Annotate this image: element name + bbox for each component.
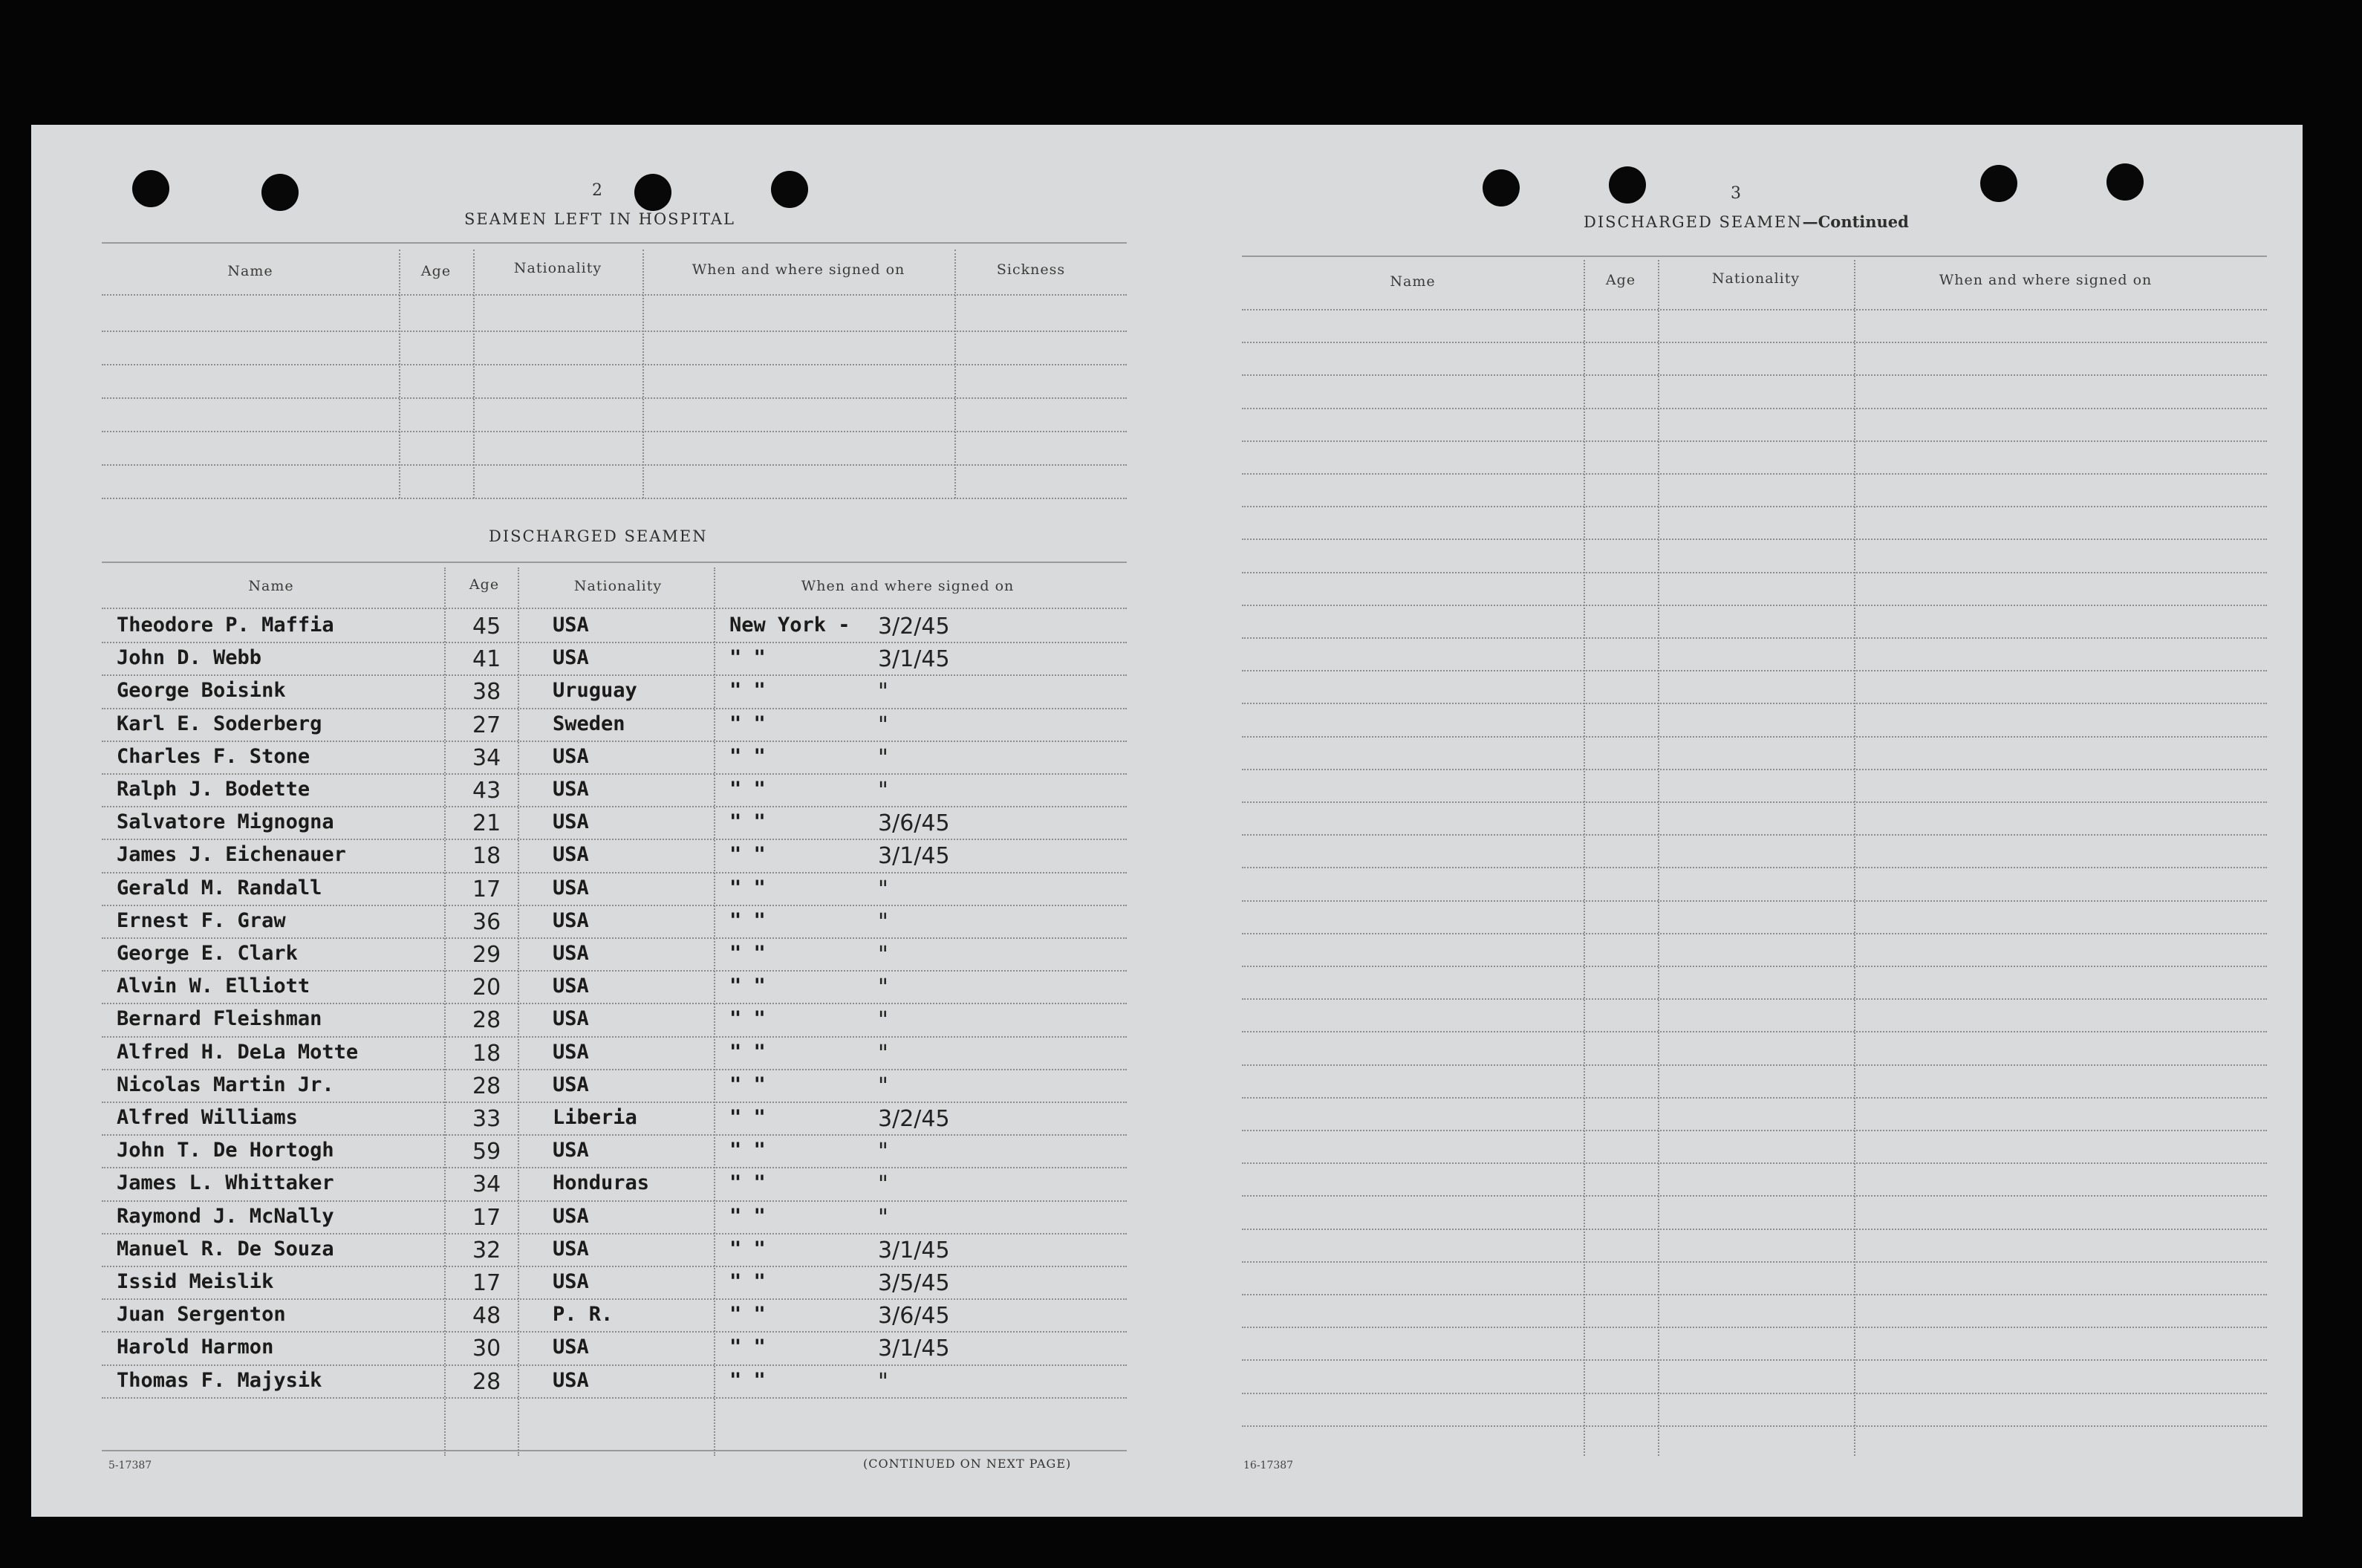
age-cell: 48 (472, 1303, 501, 1330)
row-rule (102, 1331, 1127, 1333)
row-rule (102, 872, 1127, 874)
continued-note: (CONTINUED ON NEXT PAGE) (863, 1457, 1072, 1471)
name-cell: Theodore P. Maffia (117, 614, 334, 637)
row-rule (102, 773, 1127, 775)
signed-date-cell: " (878, 942, 888, 968)
nationality-cell: USA (553, 908, 589, 932)
punch-hole (261, 174, 299, 211)
row-rule (1242, 900, 2267, 902)
row-rule (102, 1364, 1127, 1366)
signed-place-cell: " " (729, 1040, 766, 1064)
signed-place-cell: " " (729, 1368, 766, 1392)
signed-place-cell: " " (729, 646, 766, 670)
signed-place-cell: " " (729, 1106, 766, 1129)
row-rule (102, 1036, 1127, 1038)
row-rule (1242, 408, 2267, 409)
age-cell: 18 (472, 1040, 501, 1067)
signed-place-cell: " " (729, 810, 766, 834)
row-rule (1242, 1162, 2267, 1164)
nationality-cell: Sweden (553, 712, 625, 735)
punch-hole (1609, 166, 1646, 204)
age-cell: 33 (472, 1106, 501, 1132)
row-rule (1242, 1261, 2267, 1263)
discharged-section-title: DISCHARGED SEAMEN (489, 527, 708, 545)
row-rule (1242, 966, 2267, 967)
signed-date-cell: " (878, 876, 888, 902)
row-rule (1242, 867, 2267, 868)
page-number: 2 (592, 181, 602, 200)
age-cell: 18 (472, 843, 501, 870)
signed-date-cell: 3/6/45 (878, 810, 950, 837)
row-rule (1242, 440, 2267, 442)
row-rule (102, 708, 1127, 709)
signed-place-cell: " " (729, 1073, 766, 1096)
column-header: Age (420, 263, 452, 279)
nationality-cell: USA (553, 1204, 589, 1228)
row-rule (102, 839, 1127, 840)
nationality-cell: Liberia (553, 1106, 637, 1129)
column-header: When and where signed on (801, 578, 1015, 594)
signed-date-cell: " (878, 1171, 888, 1198)
nationality-cell: USA (553, 1139, 589, 1162)
age-cell: 41 (472, 646, 501, 673)
signed-place-cell: " " (729, 1237, 766, 1260)
nationality-cell: USA (553, 1270, 589, 1293)
name-cell: Charles F. Stone (117, 744, 310, 768)
nationality-cell: USA (553, 1007, 589, 1031)
name-cell: Thomas F. Majysik (117, 1368, 322, 1392)
name-cell: Alvin W. Elliott (117, 975, 310, 998)
nationality-cell: USA (553, 942, 589, 965)
row-rule (102, 1003, 1127, 1004)
row-rule (1242, 539, 2267, 540)
column-header: Nationality (1711, 270, 1800, 287)
hospital-section-title: SEAMEN LEFT IN HOSPITAL (464, 210, 735, 228)
age-cell: 17 (472, 1270, 501, 1296)
punch-hole (1483, 169, 1520, 206)
name-cell: Bernard Fleishman (117, 1007, 322, 1031)
row-rule (1242, 1195, 2267, 1197)
signed-place-cell: " " (729, 1171, 766, 1195)
name-cell: James J. Eichenauer (117, 843, 346, 867)
name-cell: George E. Clark (117, 942, 298, 965)
age-cell: 30 (472, 1336, 501, 1362)
signed-place-cell: " " (729, 975, 766, 998)
row-rule (1242, 374, 2267, 376)
column-header: Sickness (996, 261, 1066, 278)
row-rule (1242, 1327, 2267, 1328)
name-cell: Alfred H. DeLa Motte (117, 1040, 359, 1064)
name-cell: Ralph J. Bodette (117, 778, 310, 801)
row-rule (1242, 309, 2267, 310)
signed-place-cell: " " (729, 1007, 766, 1031)
row-rule (102, 806, 1127, 807)
punch-hole (132, 170, 169, 207)
age-cell: 45 (472, 614, 501, 640)
age-cell: 43 (472, 778, 501, 804)
ledger-sheet (31, 125, 2303, 1517)
name-cell: Alfred Williams (117, 1106, 298, 1129)
row-rule (102, 642, 1127, 643)
name-cell: Gerald M. Randall (117, 876, 322, 900)
row-rule (1242, 1031, 2267, 1032)
nationality-cell: USA (553, 646, 589, 670)
signed-place-cell: " " (729, 679, 766, 703)
signed-place-cell: " " (729, 778, 766, 801)
name-cell: Salvatore Mignogna (117, 810, 334, 834)
name-cell: Nicolas Martin Jr. (117, 1073, 334, 1096)
column-header: Name (1390, 273, 1436, 290)
row-rule (1242, 736, 2267, 738)
name-cell: James L. Whittaker (117, 1171, 334, 1195)
column-header: When and where signed on (692, 261, 905, 278)
row-rule (102, 1397, 1127, 1399)
row-rule (1242, 1393, 2267, 1394)
row-rule (102, 1200, 1127, 1202)
nationality-cell: Uruguay (553, 679, 637, 703)
name-cell: Juan Sergenton (117, 1303, 286, 1327)
row-rule (102, 1102, 1127, 1103)
age-cell: 28 (472, 1073, 501, 1099)
column-header: Age (469, 576, 500, 593)
signed-date-cell: " (878, 1368, 888, 1395)
signed-date-cell: 3/2/45 (878, 1106, 950, 1132)
column-header: Name (248, 578, 294, 594)
signed-date-cell: " (878, 679, 888, 706)
signed-date-cell: 3/1/45 (878, 1336, 950, 1362)
row-rule (1242, 473, 2267, 475)
row-rule (102, 1298, 1127, 1300)
signed-place-cell: " " (729, 1139, 766, 1162)
row-rule (102, 1266, 1127, 1267)
signed-date-cell: " (878, 1007, 888, 1034)
signed-date-cell: 3/1/45 (878, 646, 950, 673)
signed-place-cell: " " (729, 712, 766, 735)
row-rule (1242, 1229, 2267, 1230)
page-number: 3 (1731, 184, 1741, 203)
signed-place-cell: " " (729, 843, 766, 867)
signed-date-cell: 3/1/45 (878, 1237, 950, 1263)
punch-hole (771, 171, 808, 208)
row-rule (102, 905, 1127, 906)
name-cell: Harold Harmon (117, 1336, 274, 1359)
age-cell: 32 (472, 1237, 501, 1263)
row-rule (102, 674, 1127, 676)
signed-date-cell: 3/5/45 (878, 1270, 950, 1296)
nationality-cell: USA (553, 1040, 589, 1064)
column-header: Nationality (513, 260, 602, 276)
column-header: Name (227, 263, 273, 279)
signed-date-cell: " (878, 975, 888, 1001)
punch-hole (1980, 165, 2017, 202)
nationality-cell: USA (553, 1237, 589, 1260)
signed-place-cell: " " (729, 1204, 766, 1228)
signed-date-cell: " (878, 712, 888, 738)
nationality-cell: USA (553, 843, 589, 867)
age-cell: 34 (472, 1171, 501, 1198)
signed-date-cell: 3/6/45 (878, 1303, 950, 1330)
row-rule (1242, 1425, 2267, 1427)
signed-date-cell: " (878, 744, 888, 771)
age-cell: 20 (472, 975, 501, 1001)
row-rule (102, 1069, 1127, 1070)
signed-date-cell: " (878, 908, 888, 935)
nationality-cell: USA (553, 744, 589, 768)
row-rule (1242, 1294, 2267, 1295)
signed-date-cell: " (878, 1040, 888, 1067)
row-rule (1242, 834, 2267, 836)
signed-place-cell: " " (729, 876, 766, 900)
signed-date-cell: " (878, 1204, 888, 1231)
nationality-cell: USA (553, 876, 589, 900)
row-rule (1242, 637, 2267, 639)
signed-date-cell: 3/2/45 (878, 614, 950, 640)
right-title-suffix: —Continued (1802, 212, 1909, 231)
row-rule (1242, 670, 2267, 671)
row-rule (102, 970, 1127, 972)
name-cell: Ernest F. Graw (117, 908, 286, 932)
nationality-cell: USA (553, 810, 589, 834)
row-rule (1242, 998, 2267, 1000)
signed-place-cell: " " (729, 942, 766, 965)
nationality-cell: USA (553, 778, 589, 801)
row-rule (1242, 1359, 2267, 1361)
nationality-cell: USA (553, 1336, 589, 1359)
age-cell: 27 (472, 712, 501, 738)
age-cell: 34 (472, 744, 501, 771)
nationality-cell: USA (553, 1073, 589, 1096)
signed-date-cell: 3/1/45 (878, 843, 950, 870)
row-rule (1242, 1097, 2267, 1099)
column-header: Nationality (573, 578, 663, 594)
age-cell: 28 (472, 1007, 501, 1034)
row-rule (102, 937, 1127, 939)
row-rule (102, 1167, 1127, 1168)
right-title-main: DISCHARGED SEAMEN (1584, 213, 1803, 231)
row-rule (1242, 801, 2267, 803)
age-cell: 17 (472, 876, 501, 902)
name-cell: John T. De Hortogh (117, 1139, 334, 1162)
age-cell: 36 (472, 908, 501, 935)
signed-place-cell: " " (729, 744, 766, 768)
age-cell: 17 (472, 1204, 501, 1231)
row-rule (1242, 605, 2267, 606)
signed-place-cell: New York - (729, 614, 850, 637)
row-rule (1242, 703, 2267, 704)
form-number: 16-17387 (1243, 1460, 1294, 1471)
age-cell: 21 (472, 810, 501, 837)
name-cell: Karl E. Soderberg (117, 712, 322, 735)
nationality-cell: USA (553, 1368, 589, 1392)
row-rule (1242, 933, 2267, 934)
nationality-cell: Honduras (553, 1171, 650, 1195)
nationality-cell: USA (553, 614, 589, 637)
signed-date-cell: " (878, 1073, 888, 1099)
signed-place-cell: " " (729, 908, 766, 932)
punch-hole (634, 174, 671, 211)
row-rule (102, 1134, 1127, 1136)
column-header: When and where signed on (1939, 272, 2153, 288)
row-rule (1242, 506, 2267, 507)
column-header: Age (1605, 272, 1636, 288)
age-cell: 59 (472, 1139, 501, 1165)
row-rule (1242, 1130, 2267, 1131)
row-rule (1242, 342, 2267, 343)
age-cell: 29 (472, 942, 501, 968)
age-cell: 28 (472, 1368, 501, 1395)
row-rule (102, 741, 1127, 742)
row-rule (1242, 1064, 2267, 1066)
signed-place-cell: " " (729, 1303, 766, 1327)
row-rule (1242, 572, 2267, 573)
name-cell: Raymond J. McNally (117, 1204, 334, 1228)
name-cell: Manuel R. De Souza (117, 1237, 334, 1260)
row-rule (1242, 769, 2267, 770)
name-cell: George Boisink (117, 679, 286, 703)
row-rule (102, 1233, 1127, 1234)
signed-date-cell: " (878, 1139, 888, 1165)
form-number: 5-17387 (108, 1460, 152, 1471)
nationality-cell: P. R. (553, 1303, 614, 1327)
nationality-cell: USA (553, 975, 589, 998)
signed-place-cell: " " (729, 1270, 766, 1293)
punch-hole (2106, 163, 2144, 201)
age-cell: 38 (472, 679, 501, 706)
right-section-title (1584, 212, 1909, 231)
signed-date-cell: " (878, 778, 888, 804)
name-cell: John D. Webb (117, 646, 262, 670)
name-cell: Issid Meislik (117, 1270, 274, 1293)
signed-place-cell: " " (729, 1336, 766, 1359)
